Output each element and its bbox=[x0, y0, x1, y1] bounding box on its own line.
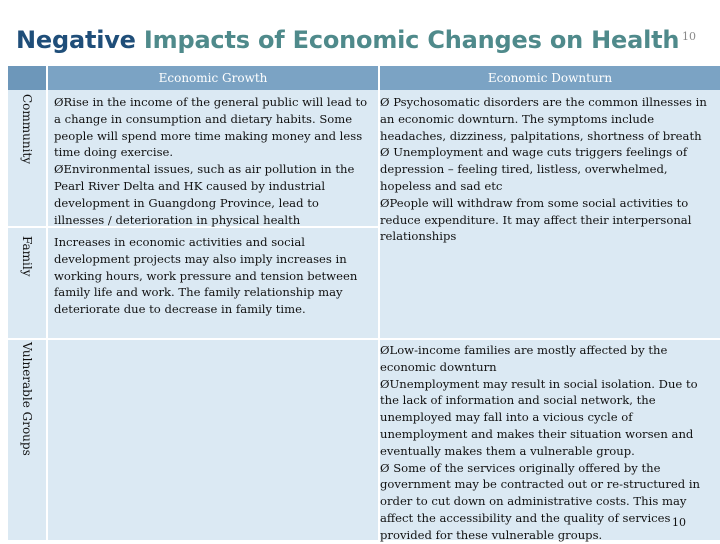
bullet-text: ØEnvironmental issues, such as air pollution in the Pearl River Delta and HK caused by industrial development in Guangdong Province, lead to illnesses / deterioration in physical health bbox=[54, 162, 355, 227]
title-first-word: Negative bbox=[16, 26, 136, 54]
row-label-community-text: Community bbox=[20, 94, 34, 165]
row-label-vulnerable-text: Vulnerable Groups bbox=[20, 342, 34, 456]
row-label-family bbox=[8, 228, 46, 338]
bullet-text: ØUnemployment may result in social isolation. Due to the lack of information and social network, the unemployed may fall into a vicious cycle of unemployment and makes their situation worsen and eventually makes them a vulnerable group. bbox=[380, 376, 698, 458]
cell-community-growth bbox=[54, 94, 372, 228]
page-title bbox=[16, 26, 679, 54]
bullet-text: ØRise in the income of the general public will lead to a change in consumption and dietary habits. Some people will spend more time making money and less time doing exercise. bbox=[54, 95, 368, 160]
bullet-text: ØPeople will withdraw from some social activities to reduce expenditure. It may affect their interpersonal relationships bbox=[380, 195, 692, 244]
paragraph-text: Increases in economic activities and social development projects may also imply increases in working hours, work pressure and tension between family life and work. The family relationship may deteriorate due to decrease in family time. bbox=[54, 235, 358, 317]
column-header-downturn: Economic Downturn bbox=[380, 66, 720, 90]
cell-family-growth bbox=[54, 234, 362, 318]
bullet-text: Ø Unemployment and wage cuts triggers feelings of depression – feeling tired, listless, overwhelmed, hopeless and sad etc bbox=[380, 145, 688, 193]
column-divider bbox=[46, 66, 48, 540]
cell-vulnerable-downturn bbox=[380, 342, 714, 544]
slide-number: 10 bbox=[682, 30, 696, 43]
row-label-community bbox=[8, 92, 46, 226]
cell-downturn-community-family bbox=[380, 94, 714, 245]
row-divider bbox=[8, 338, 720, 340]
title-rest: Impacts of Economic Changes on Health bbox=[143, 26, 680, 54]
bullet-text: Ø Some of the services originally offered by the government may be contracted out or re-structured in order to cut down on administrative costs. This may affect the accessibility and the quality of services provided for these vulnerable groups. bbox=[380, 460, 701, 542]
footer-slide-number: 10 bbox=[672, 516, 686, 529]
bullet-text: ØLow-income families are mostly affected by the economic downturn bbox=[380, 343, 668, 374]
row-label-vulnerable bbox=[8, 340, 46, 540]
header-corner bbox=[8, 66, 46, 90]
column-header-growth: Economic Growth bbox=[48, 66, 378, 90]
row-label-family-text: Family bbox=[20, 236, 34, 277]
bullet-text: Ø Psychosomatic disorders are the common illnesses in an economic downturn. The symptoms include headaches, dizziness, palpitations, shortness of breath bbox=[380, 95, 707, 143]
impacts-table bbox=[8, 66, 720, 540]
